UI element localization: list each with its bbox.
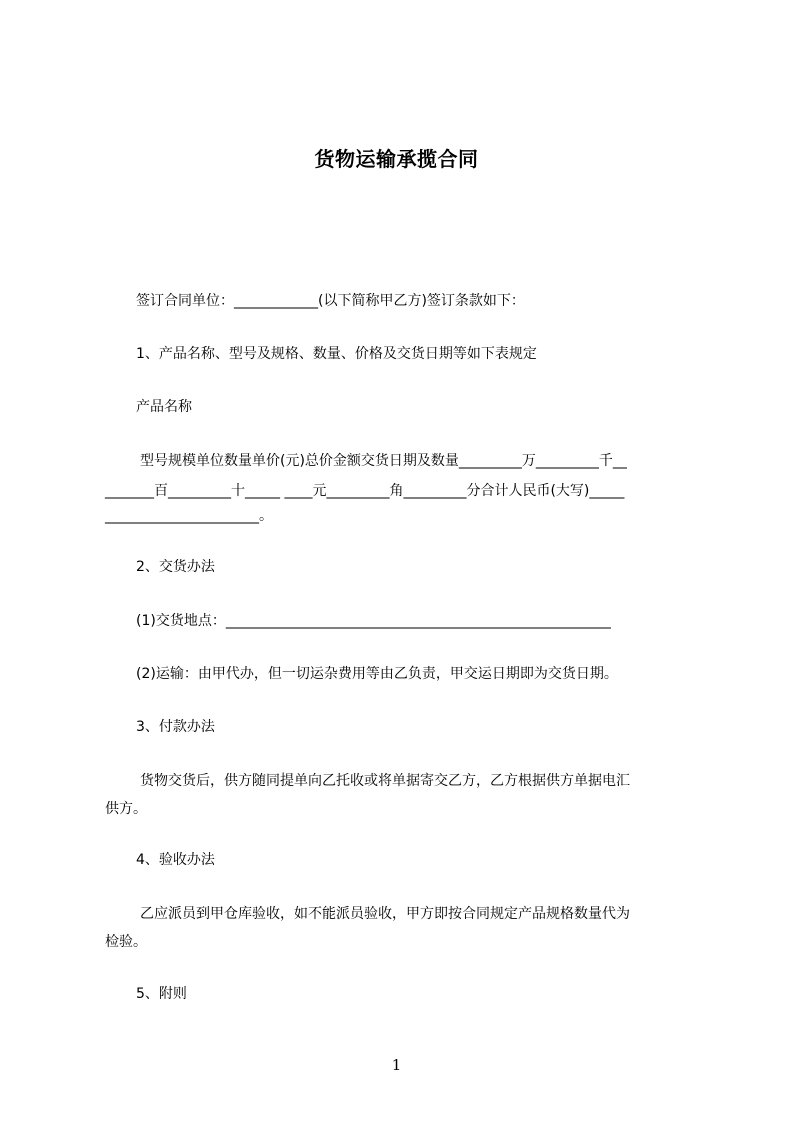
delivery-location-line: (1)交货地点：_______________________________________________________ (136, 613, 611, 629)
section-3-heading: 3、付款办法 (136, 719, 215, 735)
section-4-heading: 4、验收办法 (136, 852, 215, 868)
payment-line-1: 货物交货后，供方随同提单向乙托收或将单据寄交乙方，乙方根据供方单据电汇 (140, 773, 630, 789)
payment-line-2: 供方。 (105, 801, 147, 817)
product-name-label: 产品名称 (136, 399, 192, 415)
section-1-heading: 1、产品名称、型号及规格、数量、价格及交货日期等如下表规定 (136, 346, 537, 362)
page-number: 1 (391, 1056, 402, 1074)
section-2-heading: 2、交货办法 (136, 559, 215, 575)
product-spec-line-3: ______________________。 (105, 508, 273, 524)
transport-line: (2)运输：由甲代办，但一切运杂费用等由乙负责，甲交运日期即为交货日期。 (136, 666, 618, 682)
contract-parties-line: 签订合同单位：____________(以下简称甲乙方)签订条款如下： (136, 293, 525, 309)
inspection-line-2: 检验。 (105, 934, 147, 950)
inspection-line-1: 乙应派员到甲仓库验收，如不能派员验收，甲方即按合同规定产品规格数量代为 (140, 906, 630, 922)
product-spec-line-1: 型号规模单位数量单价(元)总价金额交货日期及数量_________万_________千__ (140, 453, 627, 469)
product-spec-line-2: _______百_________十_____ ____元_________角_________分合计人民币(大写)_____ (105, 483, 625, 499)
document-title: 货物运输承揽合同 (314, 147, 479, 171)
section-5-heading: 5、附则 (136, 986, 187, 1002)
